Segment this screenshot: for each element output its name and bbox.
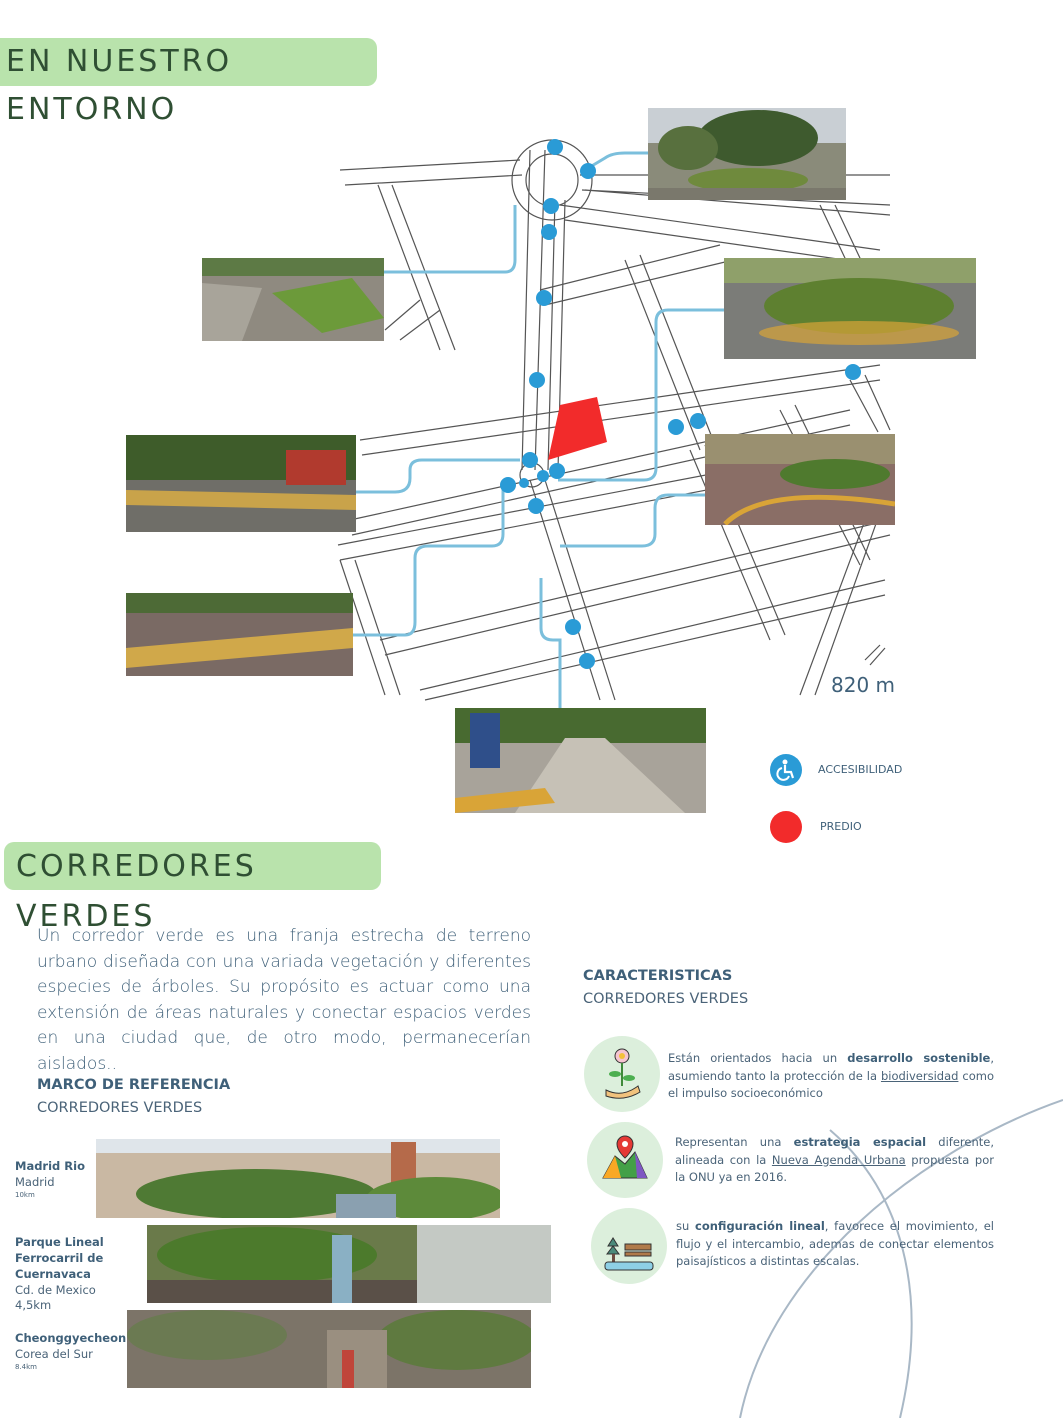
map-photo-sidewalk — [126, 593, 353, 676]
feature-text: Están orientados hacia un desarrollo sostenible, asumiendo tanto la protección de la biodiversidad como el impulso socioeconómico — [668, 1051, 994, 1100]
features-title: CARACTERISTICAS — [583, 968, 733, 984]
map-photo-corner — [705, 434, 895, 525]
reference-city: Madrid — [15, 1175, 55, 1189]
reference-item — [15, 1331, 125, 1371]
map-pin-icon — [587, 1122, 663, 1198]
reference-item — [15, 1159, 95, 1199]
legend-accessibility-label: ACCESIBILIDAD — [818, 763, 903, 776]
reference-photo-madrid — [96, 1139, 500, 1218]
legend-predio-icon — [770, 811, 802, 843]
map-photo-plaza — [202, 258, 384, 341]
reference-name: Madrid Rio — [15, 1159, 85, 1173]
features-subtitle: CORREDORES VERDES — [583, 991, 749, 1007]
legend-predio-label: PREDIO — [820, 820, 862, 833]
reference-city: Corea del Sur — [15, 1347, 93, 1361]
reference-name: Cheonggyecheon — [15, 1331, 127, 1345]
legend-accessibility-icon — [770, 754, 802, 786]
reference-item — [15, 1234, 145, 1312]
reference-subtitle: CORREDORES VERDES — [37, 1100, 203, 1116]
feature-icon-bg — [587, 1122, 663, 1198]
reference-distance: 10km — [15, 1191, 35, 1199]
map-scale-label: 820 m — [831, 673, 896, 697]
section-title-entorno: EN NUESTRO ENTORNO — [0, 38, 377, 86]
map-photo-roundabout — [648, 108, 846, 200]
map-photo-path — [455, 708, 706, 813]
reference-city: Cd. de Mexico — [15, 1283, 96, 1297]
reference-title: MARCO DE REFERENCIA — [37, 1077, 231, 1093]
park-bench-icon — [591, 1208, 667, 1284]
feature-icon-bg — [591, 1208, 667, 1284]
feature-icon-bg — [584, 1036, 660, 1112]
reference-photo-cuernavaca — [147, 1225, 551, 1303]
reference-name: Parque Lineal Ferrocarril de Cuernavaca — [15, 1235, 104, 1281]
feature-text: Representan una estrategia espacial diferente, alineada con la Nueva Agenda Urbana propuesta por la ONU ya en 2016. — [675, 1135, 994, 1184]
intro-paragraph: Un corredor verde es una franja estrecha de terreno urbano diseñada con una variada vegetación y diferentes especies de árboles. Su propósito es actuar como una extensión de áreas naturales y conectar espacios verdes en una ciudad que, de otro modo, permanecerían aislados.. — [37, 926, 531, 1074]
feature-text: su configuración lineal, favorece el movimiento, el flujo y el intercambio, ademas de conectar elementos paisajísticos a distintas escalas. — [676, 1219, 995, 1268]
map-photo-park-curb — [126, 435, 356, 532]
map-photo-island — [724, 258, 976, 359]
reference-distance: 8.4km — [15, 1363, 38, 1371]
plant-in-hand-icon — [584, 1036, 660, 1112]
reference-distance: 4,5km — [15, 1298, 52, 1312]
section-title-corredores: CORREDORES VERDES — [4, 842, 381, 890]
reference-photo-cheonggyecheon — [127, 1310, 531, 1388]
